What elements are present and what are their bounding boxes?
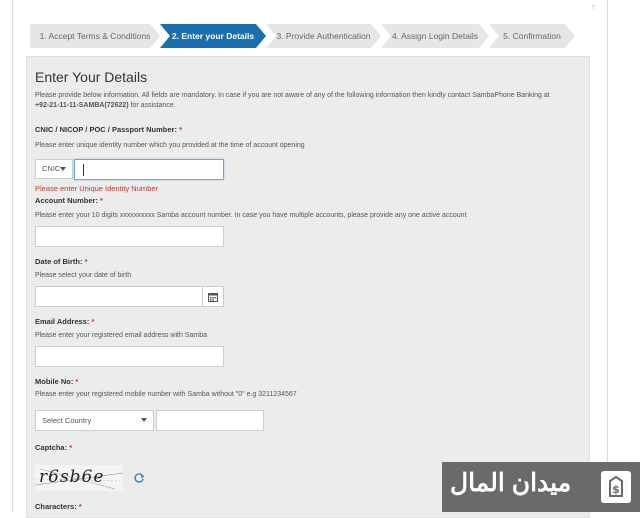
required-marker: * xyxy=(69,443,73,452)
required-marker: * xyxy=(100,196,103,205)
svg-text:$: $ xyxy=(612,483,620,496)
corner-arrow-icon: ↑ xyxy=(591,2,596,12)
cnic-help: Please enter unique identity number which you provided at the time of account opening xyxy=(35,142,305,149)
step-accept-terms[interactable] xyxy=(30,24,160,48)
form-intro-contact xyxy=(35,102,176,109)
calendar-button[interactable] xyxy=(202,287,223,306)
details-form-panel xyxy=(26,56,590,518)
form-intro: Please provide below information. All fields are mandatory. In case if you are not aware of any of the following information then kindly contact SambaPhone Banking at xyxy=(35,92,550,99)
cnic-type-select[interactable] xyxy=(35,159,73,179)
mobile-help: Please enter your registered mobile number with Samba without "0" e.g 3211234567 xyxy=(35,391,297,398)
captcha-label: Captcha: * xyxy=(35,443,73,452)
account-number-input[interactable] xyxy=(35,226,224,247)
step-label: 4. Assign Login Details xyxy=(392,31,478,41)
account-label: Account Number: * xyxy=(35,196,103,205)
required-marker: * xyxy=(179,125,182,134)
form-title: Enter Your Details xyxy=(35,69,148,85)
captcha-image xyxy=(35,465,123,491)
captcha-text: r6sb6e xyxy=(39,467,105,487)
dob-input[interactable] xyxy=(35,286,224,307)
characters-label: Characters: * xyxy=(35,502,82,511)
step-label: 1. Accept Terms & Conditions xyxy=(39,31,151,41)
step-label: 3. Provide Authentication xyxy=(276,31,371,41)
cnic-label: CNIC / NICOP / POC / Passport Number: * xyxy=(35,125,182,134)
step-enter-details[interactable] xyxy=(160,24,266,48)
dob-label: Date of Birth: * xyxy=(35,257,88,266)
mobile-number-input[interactable] xyxy=(156,410,264,431)
text-cursor xyxy=(83,164,84,176)
step-confirmation[interactable] xyxy=(489,24,575,48)
contact-phone: +92-21-11-11-SAMBA(72622) xyxy=(35,102,129,109)
email-label: Email Address: * xyxy=(35,317,95,326)
step-label: 2. Enter your Details xyxy=(171,31,255,41)
step-provide-authentication[interactable] xyxy=(266,24,381,48)
calendar-icon xyxy=(208,292,218,302)
refresh-icon xyxy=(133,472,145,484)
required-marker: * xyxy=(91,317,95,326)
cnic-error: Please enter Unique Identity Number xyxy=(35,184,158,193)
account-help: Please enter your 10 digits xxxxxxxxxx Samba account number. In case you have multiple accounts, please provide any one active account xyxy=(35,212,467,219)
email-help: Please enter your registered email address with Samba xyxy=(35,332,207,339)
caret-down-icon xyxy=(60,167,66,171)
dob-help: Please select your date of birth xyxy=(35,272,132,279)
cnic-input[interactable] xyxy=(74,159,224,180)
required-marker: * xyxy=(75,377,79,386)
money-bag-icon xyxy=(600,470,632,504)
watermark-logo xyxy=(442,462,640,512)
watermark-text: ميدان المال xyxy=(450,469,572,497)
caret-down-icon xyxy=(141,418,147,422)
required-marker: * xyxy=(84,257,88,266)
form-intro-suffix: for assistance. xyxy=(128,102,176,109)
required-marker: * xyxy=(78,502,82,511)
country-select-value: Select Country xyxy=(42,416,92,425)
step-assign-login[interactable] xyxy=(381,24,489,48)
refresh-captcha-button[interactable] xyxy=(133,471,145,483)
country-select[interactable] xyxy=(35,410,154,431)
email-input[interactable] xyxy=(35,346,224,367)
step-label: 5. Confirmation xyxy=(503,31,561,41)
mobile-label: Mobile No: * xyxy=(35,377,79,386)
cnic-type-value: CNIC xyxy=(42,164,61,173)
